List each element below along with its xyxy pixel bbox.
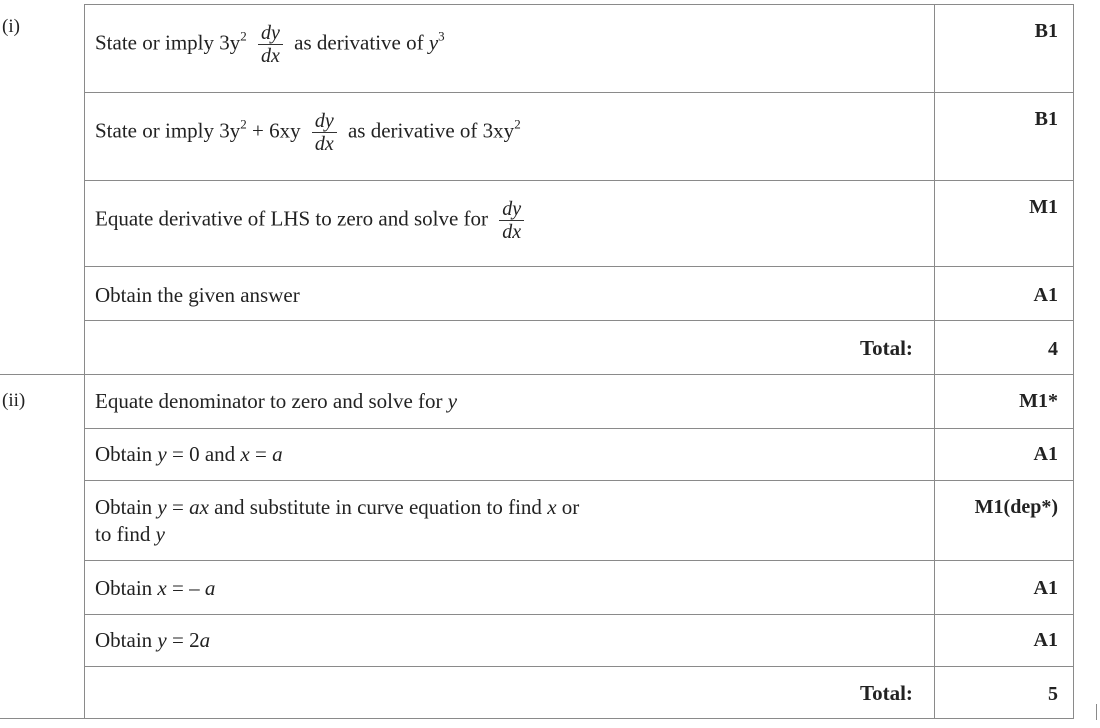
mark-scheme-step: Obtain the given answer (95, 283, 300, 307)
row-divider (84, 266, 1074, 267)
row-divider (84, 320, 1074, 321)
row-divider (84, 92, 1074, 93)
mark-scheme-step: Equate derivative of LHS to zero and solve for $\frac{dy}{dx}$ (95, 198, 530, 243)
mark-code: A1 (1033, 577, 1058, 599)
mark-scheme-step: State or imply $3y^2$ $\frac{dy}{dx}$ as derivative of $y^3$ (95, 22, 445, 67)
column-divider (1073, 4, 1074, 719)
mark-scheme-step: Obtain y = ax and substitute in curve equation to find x or (95, 495, 580, 519)
total-label: Total: (860, 336, 913, 360)
mark-scheme-step: Obtain x = – a (95, 576, 216, 600)
row-divider (84, 480, 1074, 481)
dy-dx-fraction: $\frac{dy}{dx}$ (499, 198, 524, 243)
mark-code: A1 (1033, 284, 1058, 306)
dy-dx-fraction: $\frac{dy}{dx}$ (258, 22, 283, 67)
mark-code: M1(dep*) (974, 496, 1058, 518)
part-label: (i) (2, 16, 20, 37)
row-divider (84, 428, 1074, 429)
row-divider (84, 560, 1074, 561)
mark-scheme-step: State or imply $3y^2 + 6xy$ $\frac{dy}{dx}$ as derivative of $3xy^2$ (95, 110, 521, 155)
mark-code: A1 (1033, 443, 1058, 465)
total-label: Total: (860, 681, 913, 705)
row-divider (0, 718, 1074, 719)
mark-scheme-step: Equate denominator to zero and solve for y (95, 389, 458, 413)
row-divider (84, 180, 1074, 181)
row-divider (84, 666, 1074, 667)
total-marks: 5 (1048, 683, 1058, 705)
mark-code: A1 (1033, 629, 1058, 651)
mark-scheme-step: Obtain y = 0 and x = a (95, 442, 283, 466)
row-divider (0, 374, 1074, 375)
mark-scheme-step-continued: to find y (95, 522, 165, 546)
edge-mark (1096, 704, 1097, 720)
part-label: (ii) (2, 390, 26, 411)
mark-code: M1* (1019, 390, 1058, 412)
mark-code: M1 (1029, 196, 1058, 218)
dy-dx-fraction: $\frac{dy}{dx}$ (312, 110, 337, 155)
mark-code: B1 (1034, 20, 1058, 42)
column-divider (934, 4, 935, 719)
row-divider (84, 614, 1074, 615)
column-divider (84, 4, 85, 719)
total-marks: 4 (1048, 338, 1058, 360)
mark-scheme-step: Obtain y = 2a (95, 628, 211, 652)
row-divider (84, 4, 1074, 5)
mark-code: B1 (1034, 108, 1058, 130)
